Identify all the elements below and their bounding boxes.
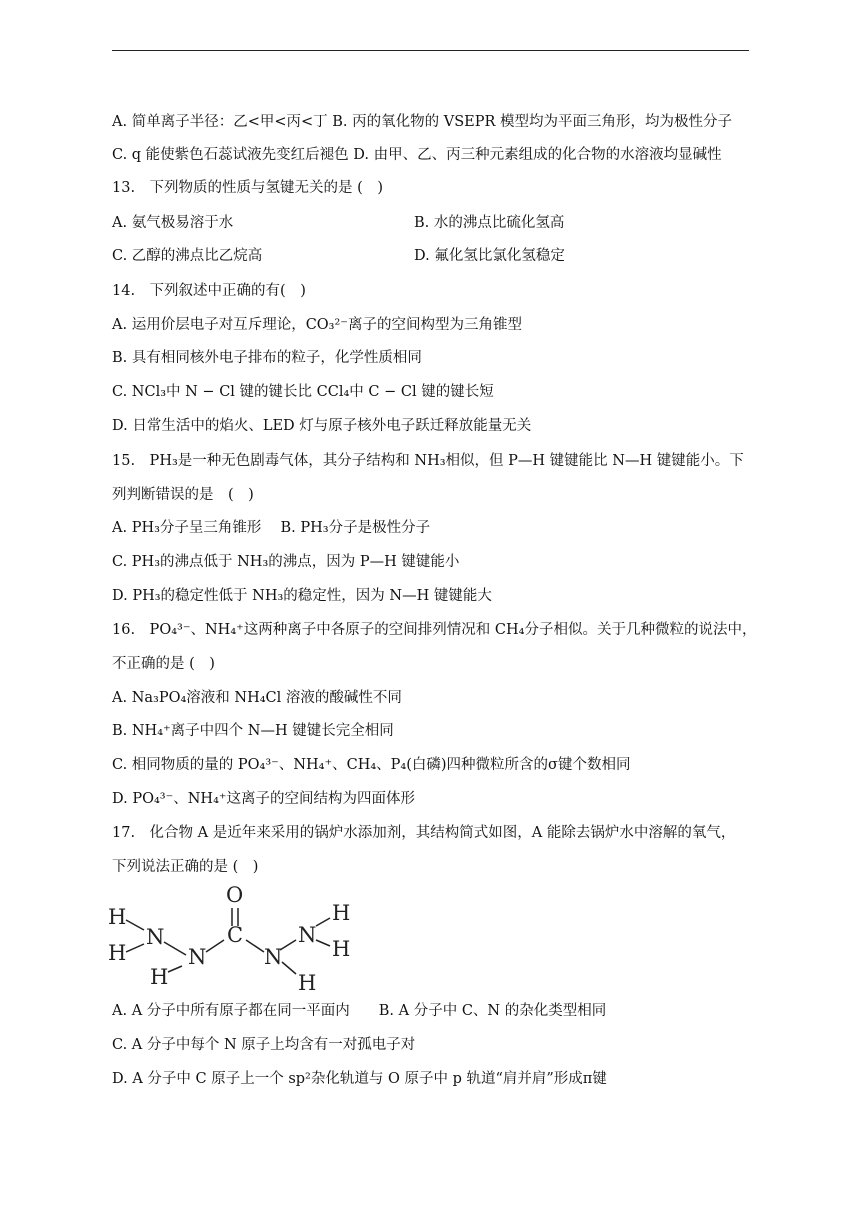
q12-option-a: A. 简单离子半径：乙<甲<丙<丁: [112, 114, 328, 130]
q13-option-a: A. 氨气极易溶于水: [112, 215, 234, 231]
q12-option-d: D. 由甲、乙、丙三种元素组成的化合物的水溶液均显碱性: [353, 147, 722, 163]
q15-stem-line2: 列判断错误的是 ( ): [112, 487, 254, 503]
bond-h2-n1: [126, 944, 144, 952]
q16-option-a: A. Na₃PO₄溶液和 NH₄Cl 溶液的酸碱性不同: [112, 690, 402, 706]
atom-n2: N: [188, 945, 207, 969]
q15-option-d: D. PH₃的稳定性低于 NH₃的稳定性，因为 N—H 键键能大: [112, 588, 492, 604]
q17-option-c: C. A 分子中每个 N 原子上均含有一对孤电子对: [112, 1037, 416, 1053]
q16-stem-line1: 16. PO₄³⁻、NH₄⁺这两种离子中各原子的空间排列情况和 CH₄分子相似。关于几种微粒的说法中，: [112, 622, 757, 638]
q14-option-d: D. 日常生活中的焰火、LED 灯与原子核外电子跃迁释放能量无关: [112, 418, 532, 434]
q12-options-cd: [112, 145, 722, 165]
q17-options-ab: A. A 分子中所有原子都在同一平面内 B. A 分子中 C、N 的杂化类型相同: [112, 1003, 607, 1019]
q14-option-b: B. 具有相同核外电子排布的粒子，化学性质相同: [112, 350, 422, 366]
q13-option-b: B. 水的沸点比硫化氢高: [414, 215, 565, 231]
q15-options-ab: A. PH₃分子呈三角锥形 B. PH₃分子是极性分子: [112, 520, 431, 536]
q12-option-c: C. q 能使紫色石蕊试液先变红后褪色: [112, 147, 349, 163]
bond-n1-n2: [164, 942, 186, 955]
bond-n4-h4: [316, 918, 330, 926]
atom-h2: H: [108, 941, 127, 965]
atom-o: O: [226, 883, 244, 907]
q14-option-a: A. 运用价层电子对互斥理论，CO₃²⁻离子的空间构型为三角锥型: [112, 317, 522, 333]
bond-n2-c: [206, 940, 224, 952]
q13-option-c: C. 乙醇的沸点比乙烷高: [112, 248, 263, 264]
structure-diagram: [106, 880, 364, 992]
q16-option-d: D. PO₄³⁻、NH₄⁺这离子的空间结构为四面体形: [112, 791, 416, 807]
bond-c-n3: [246, 940, 264, 952]
atom-h4: H: [332, 901, 351, 925]
q17-stem-line2: 下列说法正确的是 ( ): [112, 859, 259, 875]
atom-c: C: [227, 923, 244, 947]
q13-stem: 13. 下列物质的性质与氢键无关的是 ( ): [112, 180, 383, 196]
q16-stem-line2: 不正确的是 ( ): [112, 656, 215, 672]
q17-option-d: D. A 分子中 C 原子上一个 sp²杂化轨道与 O 原子中 p 轨道“肩并肩”形成π键: [112, 1071, 607, 1087]
atom-h1: H: [108, 905, 127, 929]
q12-option-b: B. 丙的氧化物的 VSEPR 模型均为平面三角形，均为极性分子: [332, 114, 733, 130]
q14-stem: 14. 下列叙述中正确的有( ): [112, 283, 306, 299]
bond-n2-h3: [168, 966, 182, 972]
bond-n4-h5: [316, 940, 330, 946]
atom-n1: N: [146, 925, 165, 949]
atom-h6: H: [298, 971, 317, 992]
header-rule: [112, 50, 749, 51]
bond-h1-n1: [126, 920, 144, 930]
bond-n3-n4: [280, 940, 296, 950]
atom-n3: N: [264, 945, 283, 969]
atom-h5: H: [332, 937, 351, 961]
q12-options-ab: [112, 112, 732, 132]
q17-stem-line1: 17. 化合物 A 是近年来采用的锅炉水添加剂，其结构简式如图，A 能除去锅炉水中溶解的氧气，: [112, 825, 736, 841]
q15-option-c: C. PH₃的沸点低于 NH₃的沸点，因为 P—H 键键能小: [112, 554, 460, 570]
q13-option-d: D. 氟化氢比氯化氢稳定: [414, 248, 565, 264]
q16-option-c: C. 相同物质的量的 PO₄³⁻、NH₄⁺、CH₄、P₄(白磷)四种微粒所含的σ键个数相同: [112, 757, 631, 773]
atom-h3: H: [150, 965, 169, 989]
q15-stem-line1: 15. PH₃是一种无色剧毒气体，其分子结构和 NH₃相似，但 P—H 键键能比 N—H 键键能小。下: [112, 453, 744, 469]
q16-option-b: B. NH₄⁺离子中四个 N—H 键键长完全相同: [112, 723, 394, 739]
q14-option-c: C. NCl₃中 N − Cl 键的键长比 CCl₄中 C − Cl 键的键长短: [112, 384, 494, 400]
bond-n3-h6: [282, 962, 296, 974]
atom-n4: N: [298, 923, 317, 947]
